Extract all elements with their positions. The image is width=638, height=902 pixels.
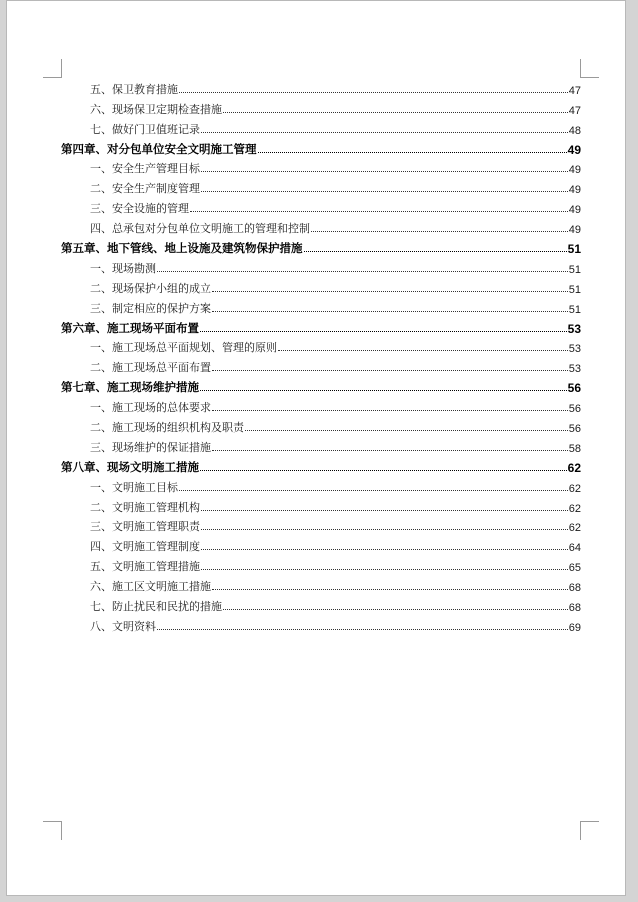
dot-leader	[201, 549, 568, 550]
toc-entry-title: 四、总承包对分包单位文明施工的管理和控制	[90, 222, 310, 236]
toc-entry-title: 第五章、地下管线、地上设施及建筑物保护措施	[61, 241, 303, 256]
toc-section-entry[interactable]	[61, 97, 581, 117]
crop-mark-top-right	[580, 59, 599, 78]
toc-page-number: 49	[568, 164, 581, 177]
dot-leader	[212, 450, 568, 451]
dot-leader	[200, 390, 567, 391]
toc-section-entry[interactable]	[61, 77, 581, 97]
crop-mark-bottom-right	[580, 821, 599, 840]
toc-page-number: 65	[568, 562, 581, 575]
toc-page-number: 51	[567, 242, 581, 257]
toc-entry-title: 二、施工现场总平面布置	[90, 361, 211, 375]
toc-entry-title: 一、现场勘测	[90, 261, 156, 275]
dot-leader	[200, 470, 567, 471]
toc-page-number: 58	[568, 442, 581, 455]
toc-page-number: 62	[568, 502, 581, 515]
toc-entry-title: 一、施工现场的总体要求	[90, 401, 211, 415]
crop-mark-bottom-left	[43, 821, 62, 840]
dot-leader	[157, 629, 568, 630]
toc-section-entry[interactable]	[61, 256, 581, 276]
toc-entry-title: 二、现场保护小组的成立	[90, 281, 211, 295]
toc-entry-title: 八、文明资料	[90, 619, 156, 633]
toc-entry-title: 三、安全设施的管理	[90, 202, 189, 216]
toc-entry-title: 三、文明施工管理职责	[90, 520, 200, 534]
toc-page-number: 68	[568, 582, 581, 595]
toc-page-number: 49	[568, 204, 581, 217]
toc-section-entry[interactable]	[61, 355, 581, 375]
toc-section-entry[interactable]	[61, 515, 581, 535]
dot-leader	[190, 211, 568, 212]
dot-leader	[258, 152, 567, 153]
toc-page-number: 49	[567, 142, 581, 157]
toc-page-number: 68	[568, 602, 581, 615]
toc-entry-title: 第六章、施工现场平面布置	[61, 320, 199, 335]
toc-page-number: 62	[568, 522, 581, 535]
toc-section-entry[interactable]	[61, 395, 581, 415]
toc-page-number: 62	[567, 460, 581, 475]
toc-page-number: 62	[568, 482, 581, 495]
dot-leader	[201, 132, 568, 133]
toc-section-entry[interactable]	[61, 157, 581, 177]
toc-entry-title: 二、施工现场的组织机构及职责	[90, 421, 244, 435]
toc-section-entry[interactable]	[61, 534, 581, 554]
toc-page-number: 51	[568, 303, 581, 316]
toc-entry-title: 五、保卫教育措施	[90, 82, 178, 96]
toc-page-number: 49	[568, 224, 581, 237]
toc-section-entry[interactable]	[61, 475, 581, 495]
toc-page-number: 47	[568, 84, 581, 97]
dot-leader	[212, 291, 568, 292]
toc-entry-title: 六、施工区文明施工措施	[90, 580, 211, 594]
toc-section-entry[interactable]	[61, 196, 581, 216]
toc-section-entry[interactable]	[61, 216, 581, 236]
toc-section-entry[interactable]	[61, 574, 581, 594]
toc-page-number: 51	[568, 263, 581, 276]
toc-section-entry[interactable]	[61, 117, 581, 137]
toc-section-entry[interactable]	[61, 415, 581, 435]
dot-leader	[201, 569, 568, 570]
toc-page-number: 51	[568, 283, 581, 296]
toc-entry-title: 四、文明施工管理制度	[90, 540, 200, 554]
toc-entry-title: 五、文明施工管理措施	[90, 560, 200, 574]
toc-entry-title: 二、文明施工管理机构	[90, 500, 200, 514]
dot-leader	[311, 231, 568, 232]
toc-page-number: 53	[568, 363, 581, 376]
toc-chapter-entry[interactable]	[61, 375, 581, 395]
toc-chapter-entry[interactable]	[61, 236, 581, 256]
toc-entry-title: 三、现场维护的保证措施	[90, 440, 211, 454]
toc-entry-title: 第八章、现场文明施工措施	[61, 459, 199, 474]
dot-leader	[179, 92, 568, 93]
dot-leader	[200, 331, 567, 332]
toc-section-entry[interactable]	[61, 554, 581, 574]
toc-section-entry[interactable]	[61, 495, 581, 515]
toc-entry-title: 一、安全生产管理目标	[90, 162, 200, 176]
toc-entry-title: 第四章、对分包单位安全文明施工管理	[61, 141, 257, 156]
toc-section-entry[interactable]	[61, 614, 581, 634]
table-of-contents	[61, 77, 581, 634]
toc-page-number: 53	[568, 343, 581, 356]
toc-section-entry[interactable]	[61, 296, 581, 316]
dot-leader	[304, 251, 567, 252]
toc-page-number: 69	[568, 621, 581, 634]
toc-entry-title: 一、文明施工目标	[90, 480, 178, 494]
dot-leader	[201, 191, 568, 192]
dot-leader	[223, 609, 568, 610]
toc-chapter-entry[interactable]	[61, 316, 581, 336]
toc-page-number: 64	[568, 542, 581, 555]
toc-entry-title: 七、防止扰民和民扰的措施	[90, 600, 222, 614]
dot-leader	[201, 171, 568, 172]
dot-leader	[212, 370, 568, 371]
toc-entry-title: 二、安全生产制度管理	[90, 182, 200, 196]
toc-page-number: 49	[568, 184, 581, 197]
toc-section-entry[interactable]	[61, 276, 581, 296]
document-page	[6, 0, 626, 896]
toc-page-number: 56	[568, 423, 581, 436]
toc-page-number: 47	[568, 104, 581, 117]
dot-leader	[212, 311, 568, 312]
toc-section-entry[interactable]	[61, 435, 581, 455]
dot-leader	[223, 112, 568, 113]
toc-page-number: 56	[567, 381, 581, 396]
toc-entry-title: 七、做好门卫值班记录	[90, 122, 200, 136]
crop-mark-top-left	[43, 59, 62, 78]
toc-section-entry[interactable]	[61, 336, 581, 356]
toc-entry-title: 一、施工现场总平面规划、管理的原则	[90, 341, 277, 355]
toc-section-entry[interactable]	[61, 176, 581, 196]
toc-page-number: 48	[568, 124, 581, 137]
toc-page-number: 56	[568, 403, 581, 416]
dot-leader	[201, 529, 568, 530]
toc-chapter-entry[interactable]	[61, 455, 581, 475]
toc-entry-title: 六、现场保卫定期检查措施	[90, 102, 222, 116]
dot-leader	[278, 350, 568, 351]
dot-leader	[212, 410, 568, 411]
toc-page-number: 53	[567, 321, 581, 336]
toc-entry-title: 三、制定相应的保护方案	[90, 301, 211, 315]
dot-leader	[157, 271, 568, 272]
toc-section-entry[interactable]	[61, 594, 581, 614]
toc-chapter-entry[interactable]	[61, 137, 581, 157]
toc-entry-title: 第七章、施工现场维护措施	[61, 380, 199, 395]
dot-leader	[201, 510, 568, 511]
dot-leader	[179, 490, 568, 491]
dot-leader	[245, 430, 568, 431]
dot-leader	[212, 589, 568, 590]
